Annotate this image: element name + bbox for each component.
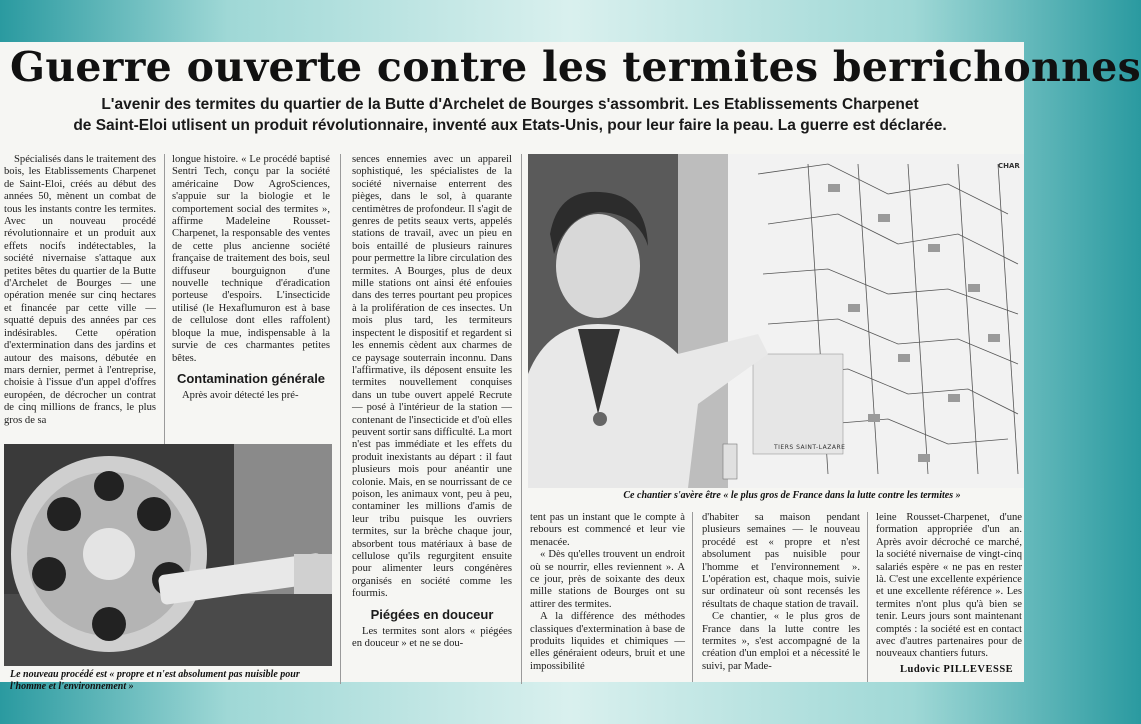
column-divider bbox=[340, 154, 341, 684]
paragraph: sences ennemies avec un appareil sophistiqué, les spécialistes de la société nivernaise enterrent des pièges, dans le sol, à quarante centimètres de profondeur. Il s'agit de genres de petits seaux verts, appelés stations de travail, avec un pieu en bois entaillé de plusieurs rainures pour permettre la libre circulation des termites. A Bourges, plus de deux mille stations ont ainsi été enfouies dans des terres pourtant peu propices à la prolifération de ces insectes. Un mois plus tard, les termiteurs inspectent le dispositif et regardent si les ennemis cèdent aux charmes de ce paysage souterrain inconnu. Dans l'affirmative, ils déposent ensuite les termites nouvellement conquises dans un tube ouvert appelé Recrute — posé à l'intérieur de la station — contenant de l'insecticide et d'où elles peuvent sortir sans difficulté. La mort n'est pas immédiate et les effets du produit inexistants au départ : il faut plusieurs mois pour anéantir une colonie. Mais, en se nourrissant de ce poison, les animaux vont, peu à peu, contaminer les millions d'amis de leur tribu puisque les ouvriers termites, sur la brèche chaque jour, absorbent tous matériaux à base de cellulose qu'ils regurgitent ensuite pour alimenter leurs congénères organisés en société comme les fourmis. bbox=[352, 154, 512, 600]
subheading-contamination: Contamination générale bbox=[176, 370, 326, 386]
article-column-2 bbox=[172, 154, 330, 444]
photo-caption-right: Ce chantier s'avère être « le plus gros de France dans la lutte contre les termites » bbox=[623, 490, 961, 501]
paragraph: « Dès qu'elles trouvent un endroit où se nourrir, elles reviennent ». A ce jour, près de soixante des deux mille stations de Bourges ont su attirer des termites. bbox=[530, 549, 685, 610]
column-divider bbox=[867, 512, 868, 682]
subheading-piegees: Piégées en douceur bbox=[370, 606, 494, 622]
paragraph: tent pas un instant que le compte à rebours est commencé et leur vie menacée. bbox=[530, 512, 685, 548]
paragraph: Ce chantier, « le plus gros de France dans la lutte contre les termites », s'est accompagné de la création d'un emploi et a nécessité le suivi, par Made- bbox=[702, 611, 860, 672]
map-corner-label: CHAR bbox=[998, 162, 1020, 170]
photo-caption-left: Le nouveau procédé est « propre et n'est absolument pas nuisible pour l'homme et l'environnement » bbox=[10, 669, 300, 692]
paragraph: leine Rousset-Charpenet, d'une formation appropriée d'un an. Après avoir décroché ce marché, la société nivernaise de vingt-cinq salariés espère « ne pas en rester là. C'est une excellente expérience et une excellente référence ». Les termites n'ont plus qu'à bien se tenir. Leurs jours sont maintenant comptés : la société est en contact avec d'autres partenaires pour de nouveaux chantiers futurs. bbox=[876, 512, 1022, 660]
paragraph: Les termites sont alors « piégées en douceur » et ne se dou- bbox=[352, 625, 512, 650]
article-column-5 bbox=[702, 512, 860, 680]
article-lead bbox=[40, 94, 980, 136]
bait-station-illustration bbox=[4, 444, 332, 666]
article-column-6 bbox=[876, 512, 1022, 660]
paragraph: longue histoire. « Le procédé baptisé Sentri Tech, conçu par la société américaine Dow AgroSciences, s'appuie sur la biologie et le comportement social des termites », affirme Madeleine Rousset-Charpenet, la responsable des ventes de cette plus ancienne société française de traitement des bois, seul diffuseur bourguignon d'une nouvelle technique d'éradication porteuse d'espoirs. L'insecticide utilisé (le Hexaflumuron est à base de cellulose dont elles raffolent) bloque la mue, indispensable à la survie de ces charmantes petites bêtes. bbox=[172, 154, 330, 364]
column-divider bbox=[164, 154, 165, 444]
paragraph: A la différence des méthodes classiques d'extermination à base de produits liquides et chimiques — elles généraient odeurs, bruit et une impossibilité bbox=[530, 611, 685, 672]
map-label: TIERS SAINT-LAZARE bbox=[774, 444, 846, 451]
paragraph: d'habiter sa maison pendant plusieurs semaines — le nouveau procédé est « propre et n'est absolument pas nuisible pour l'homme et l'environnement ». L'opération est, chaque mois, suivie sur ordinateur où sont recensés les résultats de chaque station de travail. bbox=[702, 512, 860, 610]
lead-line-1: L'avenir des termites du quartier de la Butte d'Archelet de Bourges s'assombrit. Les Etablissements Charpenet bbox=[101, 96, 919, 113]
map-photo-illustration bbox=[528, 154, 1024, 488]
photo-map-presentation bbox=[528, 154, 1024, 488]
column-divider bbox=[521, 154, 522, 684]
lead-line-2: de Saint-Eloi utlisent un produit révolutionnaire, inventé aux Etats-Unis, pour leur faire la peau. La guerre est déclarée. bbox=[73, 117, 947, 134]
article-column-3 bbox=[352, 154, 512, 682]
newspaper-clipping bbox=[0, 42, 1141, 692]
paragraph: Spécialisés dans le traitement des bois, les Etablissements Charpenet de Saint-Eloi, créés au début des années 50, mènent un combat de tous les instants contre les termites. Avec un nouveau procédé révolutionnaire et un produit aux effets nocifs indétectables, la société nivernaise s'attaque aux petites bêtes du quartier de la Butte d'Archelet de Bourges — une opération menée sur cinq hectares et financée par cette ville — squatté depuis des années par ces indésirables. Cette opération d'extermination dans des jardins et autour des maisons, débutée en mars dernier, permet à l'entreprise, choisie à l'issue d'un appel d'offres européen, de décrocher un contrat de cinq millions de francs, le plus gros de sa bbox=[4, 154, 156, 426]
article-column-4 bbox=[530, 512, 685, 680]
article-byline: Ludovic PILLEVESSE bbox=[900, 664, 1014, 675]
photo-bait-station bbox=[4, 444, 332, 666]
article-column-1 bbox=[4, 154, 156, 442]
column-divider bbox=[692, 512, 693, 682]
article-headline: Guerre ouverte contre les termites berrichonnes bbox=[10, 43, 1141, 91]
paragraph: Après avoir détecté les pré- bbox=[182, 389, 299, 401]
